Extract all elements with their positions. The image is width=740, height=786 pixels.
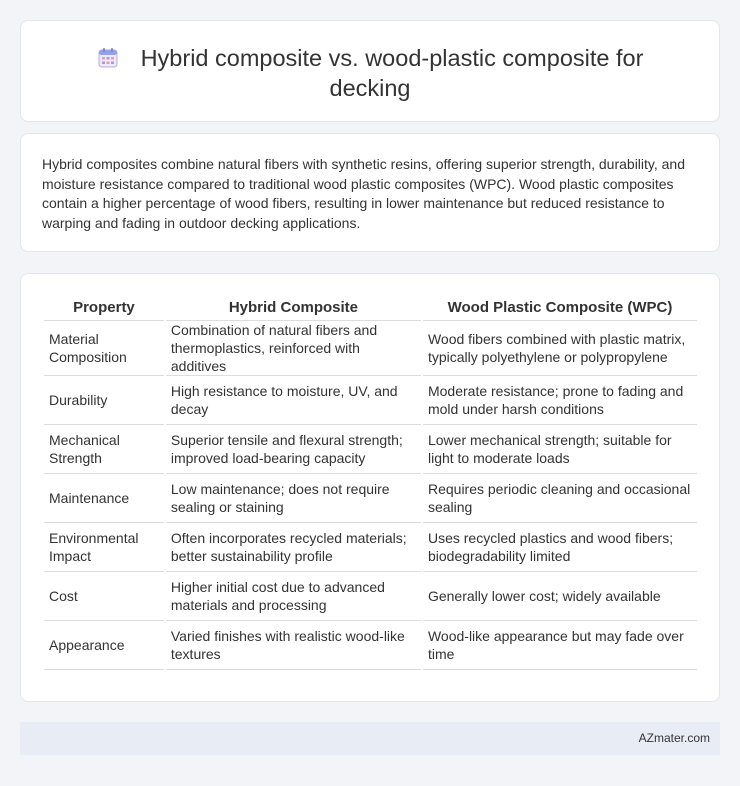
table-row	[44, 425, 697, 474]
title-card	[20, 20, 720, 122]
table-row	[44, 621, 697, 670]
cell-property: Mechanical Strength	[44, 425, 164, 474]
cell-hybrid: Combination of natural fibers and thermoplastics, reinforced with additives	[166, 321, 421, 376]
calendar-icon	[97, 46, 119, 68]
intro-text: Hybrid composites combine natural fibers with synthetic resins, offering superior strength, durability, and moisture resistance compared to traditional wood plastic composites (WPC). Wood plastic composites contain a higher percentage of wood fibers, resulting in lower maintenance but reduced resistance to warping and fading in outdoor decking applications.	[42, 156, 686, 231]
header-property: Property	[44, 294, 164, 321]
table-card	[20, 273, 720, 702]
cell-hybrid: Superior tensile and flexural strength; improved load-bearing capacity	[166, 425, 421, 474]
cell-property: Durability	[44, 376, 164, 425]
cell-hybrid: Higher initial cost due to advanced materials and processing	[166, 572, 421, 621]
table-row	[44, 376, 697, 425]
cell-property: Material Composition	[44, 321, 164, 376]
footer-site-link[interactable]: AZmater.com	[638, 731, 710, 745]
cell-wpc: Wood-like appearance but may fade over time	[423, 621, 697, 670]
cell-property: Environmental Impact	[44, 523, 164, 572]
cell-wpc: Requires periodic cleaning and occasional sealing	[423, 474, 697, 523]
intro-card	[20, 133, 720, 252]
cell-property: Maintenance	[44, 474, 164, 523]
cell-property: Cost	[44, 572, 164, 621]
cell-property: Appearance	[44, 621, 164, 670]
comparison-table	[42, 294, 699, 670]
cell-wpc: Wood fibers combined with plastic matrix, typically polyethylene or polypropylene	[423, 321, 697, 376]
cell-hybrid: Often incorporates recycled materials; better sustainability profile	[166, 523, 421, 572]
cell-hybrid: Low maintenance; does not require sealing or staining	[166, 474, 421, 523]
cell-hybrid: Varied finishes with realistic wood-like textures	[166, 621, 421, 670]
cell-hybrid: High resistance to moisture, UV, and decay	[166, 376, 421, 425]
table-row	[44, 572, 697, 621]
cell-wpc: Moderate resistance; prone to fading and mold under harsh conditions	[423, 376, 697, 425]
cell-wpc: Generally lower cost; widely available	[423, 572, 697, 621]
title-line-1: Hybrid composite vs. wood-plastic composite for	[140, 45, 644, 71]
table-row	[44, 523, 697, 572]
footer-bar	[20, 722, 720, 755]
header-wpc: Wood Plastic Composite (WPC)	[423, 294, 697, 321]
table-row	[44, 321, 697, 376]
cell-wpc: Lower mechanical strength; suitable for light to moderate loads	[423, 425, 697, 474]
header-hybrid-composite: Hybrid Composite	[166, 294, 421, 321]
title-line-2: decking	[329, 75, 411, 101]
table-row	[44, 474, 697, 523]
page-title	[21, 43, 719, 103]
cell-wpc: Uses recycled plastics and wood fibers; biodegradability limited	[423, 523, 697, 572]
table-header-row	[44, 294, 697, 321]
